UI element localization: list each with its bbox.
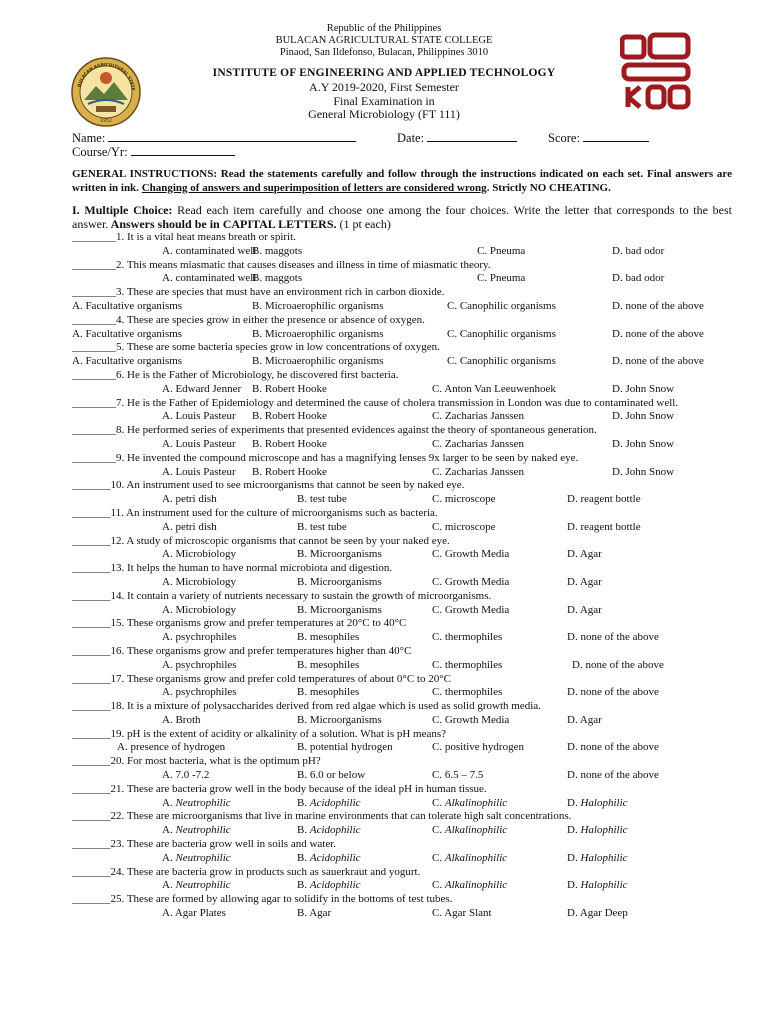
svg-text:BULACAN AGRICULTURAL STATE COL: BULACAN AGRICULTURAL STATE [76, 61, 136, 91]
score-field[interactable] [548, 130, 649, 146]
answer-blank[interactable]: ________ [72, 258, 116, 271]
choice-d: D. none of the above [572, 658, 664, 671]
question-stem: _______16. These organisms grow and prefer temperatures higher than 40°C [72, 644, 412, 657]
question-stem: ________1. It is a vital heat means breath or spirit. [72, 231, 296, 243]
choice-c: C. Pneuma [477, 272, 526, 285]
choice-a: A. Louis Pasteur [162, 465, 236, 478]
choice-d: D. Agar Deep [567, 907, 628, 920]
question-item [72, 893, 742, 921]
header-institute: INSTITUTE OF ENGINEERING AND APPLIED TECHNOLOGY [212, 67, 556, 79]
question-number: 5 [116, 341, 122, 354]
choice-b: B. 6.0 or below [297, 769, 366, 782]
choice-d: D. John Snow [612, 465, 675, 478]
question-text: He invented the compound microscope and has a magnifying lenses 9x larger to be seen by naked eye. [127, 451, 579, 464]
choice-c: C. Alkalinophilic [432, 796, 508, 809]
choice-c: C. microscope [432, 493, 496, 506]
choice-d: D. none of the above [567, 686, 659, 699]
choice-b: B. Acidophilic [297, 796, 361, 809]
answer-blank[interactable]: ________ [72, 451, 116, 464]
choice-d: D. Agar [567, 603, 602, 616]
question-text: He is the Father of Microbiology, he discovered first bacteria. [127, 368, 399, 381]
choice-d: D. Halophilic [567, 851, 628, 864]
choice-b: B. Acidophilic [297, 824, 361, 837]
choice-a: A. Neutrophilic [162, 796, 231, 809]
question-number: 24 [110, 865, 122, 878]
question-item [72, 341, 742, 369]
question-stem: ________8. He performed series of experiments that presented evidences against the theory of spontaneous generation. [72, 424, 597, 437]
date-field[interactable] [397, 130, 517, 146]
choices-row [72, 300, 742, 314]
question-item [72, 259, 742, 287]
question-stem: ________6. He is the Father of Microbiology, he discovered first bacteria. [72, 368, 399, 381]
choice-d: D. Agar [567, 575, 602, 588]
choices-row [72, 383, 742, 397]
college-seal-icon [70, 56, 142, 128]
choice-b: B. Microorganisms [297, 713, 382, 726]
choice-c: C. Growth Media [432, 713, 510, 726]
choice-c: C. thermophiles [432, 686, 503, 699]
choice-b: B. Agar [297, 907, 332, 920]
choice-b: B. Microorganisms [297, 575, 382, 588]
choice-a: A. Louis Pasteur [162, 437, 236, 450]
name-label: Name: [72, 131, 106, 145]
choice-c: C. Zacharias Janssen [432, 437, 524, 450]
question-number: 7 [116, 396, 122, 409]
question-item [72, 755, 742, 783]
question-number: 9 [116, 451, 122, 464]
choice-c: C. Alkalinophilic [432, 824, 508, 837]
choice-a: A. Agar Plates [162, 907, 226, 920]
question-item [72, 838, 742, 866]
question-number: 17 [110, 672, 122, 685]
choice-d: D. John Snow [612, 437, 675, 450]
choices-row [72, 852, 742, 866]
choices-row [72, 797, 742, 811]
answer-blank[interactable]: _______ [72, 479, 111, 492]
question-item [72, 700, 742, 728]
question-stem: _______17. These organisms grow and prefer cold temperatures of about 0°C to 20°C [72, 672, 451, 685]
choices-row [72, 410, 742, 424]
choice-d: D. Halophilic [567, 879, 628, 892]
question-item [72, 866, 742, 894]
question-stem: _______20. For most bacteria, what is the optimum pH? [72, 755, 321, 768]
question-number: 3 [116, 286, 122, 299]
question-item [72, 231, 742, 259]
course-field[interactable] [72, 144, 235, 160]
choices-row [72, 355, 742, 369]
choice-b: B. Robert Hooke [252, 465, 327, 478]
instructions-tail: . Strictly NO CHEATING. [486, 181, 611, 194]
date-label: Date: [397, 131, 425, 145]
date-blank[interactable] [427, 130, 517, 142]
answer-blank[interactable]: _______ [72, 589, 111, 602]
answer-blank[interactable]: _______ [72, 617, 111, 630]
choice-d: D. none of the above [612, 299, 704, 312]
choice-a: A. contaminated well [162, 272, 257, 285]
question-text: These are formed by allowing agar to solidify in the bottoms of test tubes. [126, 893, 453, 906]
instructions-underlined: Changing of answers and superimposition of letters are considered wrong [141, 181, 487, 194]
choice-d: D. Agar [567, 713, 602, 726]
choice-a: A. Microbiology [162, 575, 236, 588]
question-item [72, 369, 742, 397]
question-text: These are species grow in either the presence or absence of oxygen. [126, 313, 425, 326]
question-text: These are microorganisms that live in marine environments that can tolerate high salt concentrations. [126, 810, 572, 823]
question-text: It helps the human to have normal microbiota and digestion. [127, 562, 393, 575]
question-item [72, 673, 742, 701]
question-stem: _______13. It helps the human to have normal microbiota and digestion. [72, 562, 393, 575]
choices-row [72, 824, 742, 838]
choices-row [72, 659, 742, 673]
question-number: 23 [110, 838, 122, 851]
question-number: 21 [110, 782, 122, 795]
choice-b: B. mesophiles [297, 658, 360, 671]
choices-row [72, 741, 742, 755]
choice-c: C. Zacharias Janssen [432, 410, 524, 423]
question-number: 12 [110, 534, 122, 547]
answer-blank[interactable]: _______ [72, 700, 111, 713]
section-points: (1 pt each) [336, 216, 391, 231]
choice-b: B. Robert Hooke [252, 410, 327, 423]
choice-a: A. petri dish [162, 493, 217, 506]
choice-a: A. psychrophiles [162, 658, 237, 671]
choice-c: C. thermophiles [432, 658, 503, 671]
question-number: 11 [110, 506, 122, 519]
choice-d: D. none of the above [612, 327, 704, 340]
answer-blank[interactable]: ________ [72, 424, 116, 437]
question-item [72, 810, 742, 838]
answer-blank[interactable]: _______ [72, 644, 111, 657]
question-number: 14 [110, 589, 122, 602]
question-number: 1 [116, 231, 122, 243]
choice-c: C. Canophilic organisms [447, 327, 556, 340]
choices-row [72, 521, 742, 535]
question-number: 6 [116, 368, 122, 381]
question-text: These organisms grow and prefer cold temperatures of about 0°C to 20°C [126, 672, 451, 685]
choice-c: C. Growth Media [432, 575, 510, 588]
question-text: It is a mixture of polysaccharides derived from red algae which is used as solid growth media. [127, 700, 541, 713]
choices-row [72, 576, 742, 590]
answer-blank[interactable]: _______ [72, 755, 111, 768]
choice-b: B. Acidophilic [297, 879, 361, 892]
question-stem: ________9. He invented the compound microscope and has a magnifying lenses 9x larger to be seen by naked eye. [72, 451, 579, 464]
answer-blank[interactable]: ________ [72, 286, 116, 299]
choice-c: C. Alkalinophilic [432, 851, 508, 864]
answer-blank[interactable]: _______ [72, 506, 111, 519]
general-instructions [72, 168, 732, 195]
question-number: 19 [110, 727, 122, 740]
question-stem: _______15. These organisms grow and prefer temperatures at 20°C to 40°C [72, 617, 407, 630]
question-list [72, 231, 742, 921]
section-text: Read each item carefully and choose one among the four choices. Write the letter that corresponds to the best answer. [72, 203, 732, 231]
question-item [72, 424, 742, 452]
question-stem: _______12. A study of microscopic organisms that cannot be seen by your naked eye. [72, 534, 450, 547]
choice-a: A. Edward Jenner [162, 382, 242, 395]
choice-b: B. test tube [297, 493, 347, 506]
answer-blank[interactable]: ________ [72, 313, 116, 326]
choice-d: D. reagent bottle [567, 493, 641, 506]
answer-blank[interactable]: _______ [72, 562, 111, 575]
choice-d: D. none of the above [567, 631, 659, 644]
section-heading: I. Multiple Choice: [72, 203, 173, 217]
question-number: 13 [110, 562, 122, 575]
question-text: An instrument used for the culture of microorganisms such as bacteria. [126, 506, 438, 519]
question-text: He is the Father of Epidemiology and determined the cause of cholera transmission in London was due to contaminated well. [127, 396, 679, 409]
choice-b: B. mesophiles [297, 631, 360, 644]
institute-logo-icon [620, 31, 692, 111]
question-text: These are bacteria grow well in soils and water. [126, 838, 337, 851]
score-blank[interactable] [583, 130, 649, 142]
choice-b: B. maggots [252, 272, 303, 285]
choice-d: D. Halophilic [567, 796, 628, 809]
choice-b: B. Microorganisms [297, 548, 382, 561]
choice-a: A. Neutrophilic [162, 879, 231, 892]
question-text: It contain a variety of nutrients necessary to sustain the growth of microorganisms. [127, 589, 492, 602]
choice-a: A. Facultative organisms [72, 355, 183, 368]
choice-a: A. petri dish [162, 520, 217, 533]
choices-row [72, 493, 742, 507]
choices-row [72, 245, 742, 259]
choice-a: A. Facultative organisms [72, 327, 183, 340]
choices-row [72, 272, 742, 286]
choice-c: C. positive hydrogen [432, 741, 524, 754]
question-text: This means miasmatic that causes diseases and illness in time of miasmatic theory. [126, 258, 491, 271]
choice-b: B. Microaerophilic organisms [252, 299, 384, 312]
question-number: 10 [110, 479, 122, 492]
choice-c: C. Anton Van Leeuwenhoek [432, 382, 556, 395]
choices-row [72, 879, 742, 893]
choice-a: A. Facultative organisms [72, 299, 183, 312]
question-item [72, 783, 742, 811]
question-text: These are some bacteria species grow in low concentrations of oxygen. [126, 341, 440, 354]
choice-b: B. Robert Hooke [252, 382, 327, 395]
course-label: Course/Yr: [72, 145, 128, 159]
choices-row [72, 328, 742, 342]
question-item [72, 507, 742, 535]
choices-row [72, 686, 742, 700]
choice-d: D. none of the above [567, 769, 659, 782]
choice-a: A. Neutrophilic [162, 824, 231, 837]
choice-c: C. Growth Media [432, 548, 510, 561]
choice-d: D. reagent bottle [567, 520, 641, 533]
choice-d: D. Halophilic [567, 824, 628, 837]
choice-d: D. none of the above [612, 355, 704, 368]
question-number: 16 [110, 644, 122, 657]
choices-row [72, 466, 742, 480]
choice-c: C. Alkalinophilic [432, 879, 508, 892]
question-number: 22 [110, 810, 122, 823]
choice-a: A. Louis Pasteur [162, 410, 236, 423]
question-stem: _______23. These are bacteria grow well in soils and water. [72, 838, 337, 851]
choice-d: D. bad odor [612, 244, 665, 257]
question-number: 25 [110, 893, 122, 906]
answer-blank[interactable]: ________ [72, 341, 116, 354]
question-stem: ________5. These are some bacteria species grow in low concentrations of oxygen. [72, 341, 440, 354]
question-item [72, 452, 742, 480]
choice-d: D. Agar [567, 548, 602, 561]
question-text: For most bacteria, what is the optimum pH? [127, 755, 321, 768]
score-label: Score: [548, 131, 580, 145]
choice-c: C. Growth Media [432, 603, 510, 616]
question-item [72, 535, 742, 563]
question-item [72, 314, 742, 342]
choice-a: A. psychrophiles [162, 686, 237, 699]
question-text: He performed series of experiments that presented evidences against the theory of spontaneous generation. [127, 424, 597, 437]
question-number: 18 [110, 700, 122, 713]
question-stem: _______10. An instrument used to see microorganisms that cannot be seen by naked eye. [72, 479, 465, 492]
choice-d: D. John Snow [612, 382, 675, 395]
choice-b: B. Microaerophilic organisms [252, 327, 384, 340]
choice-c: C. Zacharias Janssen [432, 465, 524, 478]
question-text: These are species that must have an environment rich in carbon dioxide. [126, 286, 445, 299]
question-text: A study of microscopic organisms that cannot be seen by your naked eye. [126, 534, 450, 547]
question-text: It is a vital heat means breath or spirit. [127, 231, 296, 243]
choice-a: A. Microbiology [162, 603, 236, 616]
question-stem: _______24. These are bacteria grow in products such as sauerkraut and yogurt. [72, 865, 421, 878]
answer-blank[interactable]: _______ [72, 727, 111, 740]
header-address: Pinaod, San Ildefonso, Bulacan, Philippines 3010 [279, 47, 489, 58]
answer-blank[interactable]: _______ [72, 672, 111, 685]
choices-row [72, 631, 742, 645]
question-item [72, 286, 742, 314]
answer-blank[interactable]: _______ [72, 782, 111, 795]
question-stem: ________3. These are species that must have an environment rich in carbon dioxide. [72, 286, 445, 299]
question-stem: _______21. These are bacteria grow well in the body because of the ideal pH in human tissue. [72, 782, 487, 795]
question-stem: _______22. These are microorganisms that live in marine environments that can tolerate high salt concentrations. [72, 810, 572, 823]
choices-row [72, 604, 742, 618]
answer-blank[interactable]: _______ [72, 865, 111, 878]
question-text: These organisms grow and prefer temperatures at 20°C to 40°C [126, 617, 407, 630]
choice-b: B. test tube [297, 520, 347, 533]
course-blank[interactable] [131, 144, 235, 156]
answer-blank[interactable]: _______ [72, 534, 111, 547]
answer-blank[interactable]: ________ [72, 231, 116, 243]
choice-b: B. Microaerophilic organisms [252, 355, 384, 368]
answer-blank[interactable]: _______ [72, 838, 111, 851]
section-caps: Answers should be in CAPITAL LETTERS. [108, 216, 337, 231]
choice-b: B. maggots [252, 244, 303, 257]
question-item [72, 562, 742, 590]
choice-b: B. potential hydrogen [297, 741, 393, 754]
question-item [72, 617, 742, 645]
choice-b: B. Robert Hooke [252, 437, 327, 450]
choices-row [72, 548, 742, 562]
question-item [72, 728, 742, 756]
name-blank[interactable] [108, 130, 356, 142]
choice-d: D. John Snow [612, 410, 675, 423]
seal-year: 1952 [100, 119, 112, 124]
choice-c: C. Canophilic organisms [447, 355, 556, 368]
choice-b: B. mesophiles [297, 686, 360, 699]
question-number: 4 [116, 313, 122, 326]
header-exam: Final Examination in [333, 94, 435, 108]
choices-row [72, 769, 742, 783]
choices-row [72, 907, 742, 921]
question-stem: _______11. An instrument used for the culture of microorganisms such as bacteria. [72, 506, 438, 519]
choice-a: A. psychrophiles [162, 631, 237, 644]
question-text: An instrument used to see microorganisms that cannot be seen by naked eye. [126, 479, 465, 492]
choice-c: C. microscope [432, 520, 496, 533]
choice-a: A. 7.0 -7.2 [162, 769, 210, 782]
question-number: 8 [116, 424, 122, 437]
answer-blank[interactable]: ________ [72, 396, 116, 409]
question-text: These are bacteria grow in products such as sauerkraut and yogurt. [126, 865, 421, 878]
choice-d: D. bad odor [612, 272, 665, 285]
question-item [72, 645, 742, 673]
choice-a: A. Neutrophilic [162, 851, 231, 864]
answer-blank[interactable]: ________ [72, 368, 116, 381]
question-stem: _______25. These are formed by allowing agar to solidify in the bottoms of test tubes. [72, 893, 453, 906]
choice-a: A. contaminated well [162, 244, 257, 257]
question-item [72, 397, 742, 425]
choice-c: C. Pneuma [477, 244, 526, 257]
choice-c: C. 6.5 – 7.5 [432, 769, 484, 782]
question-item [72, 590, 742, 618]
question-stem: ________4. These are species grow in either the presence or absence of oxygen. [72, 313, 425, 326]
question-number: 2 [116, 258, 122, 271]
question-text: pH is the extent of acidity or alkalinity of a solution. What is pH means? [127, 727, 447, 740]
header-subject: General Microbiology (FT 111) [308, 107, 460, 121]
question-text: These are bacteria grow well in the body because of the ideal pH in human tissue. [126, 782, 487, 795]
choice-c: C. Agar Slant [432, 907, 492, 920]
header-ay: A.Y 2019-2020, First Semester [309, 80, 459, 94]
choice-d: D. none of the above [567, 741, 659, 754]
question-item [72, 479, 742, 507]
choices-row [72, 714, 742, 728]
header-college: BULACAN AGRICULTURAL STATE COLLEGE [275, 35, 493, 46]
choice-a: A. Microbiology [162, 548, 236, 561]
choice-b: B. Acidophilic [297, 851, 361, 864]
question-stem: ________2. This means miasmatic that causes diseases and illness in time of miasmatic theory. [72, 258, 491, 271]
choice-c: C. thermophiles [432, 631, 503, 644]
question-number: 20 [110, 755, 122, 768]
question-stem: ________7. He is the Father of Epidemiology and determined the cause of cholera transmission in London was due to contaminated well. [72, 396, 679, 409]
section-multiple-choice [72, 204, 732, 231]
choice-c: C. Canophilic organisms [447, 299, 556, 312]
instructions-lead: GENERAL INSTRUCTIONS: Read the statements carefully and follow through the instructions indicated on each set. Final answers are written in ink. [72, 168, 732, 194]
choice-a: A. presence of hydrogen [117, 741, 226, 754]
choice-a: A. Broth [162, 713, 201, 726]
question-stem: _______19. pH is the extent of acidity or alkalinity of a solution. What is pH means? [72, 727, 447, 740]
choices-row [72, 438, 742, 452]
question-stem: _______14. It contain a variety of nutrients necessary to sustain the growth of microorganisms. [72, 589, 492, 602]
question-number: 15 [110, 617, 122, 630]
header-republic: Republic of the Philippines [326, 23, 442, 34]
question-text: These organisms grow and prefer temperatures higher than 40°C [126, 644, 412, 657]
answer-blank[interactable]: _______ [72, 810, 111, 823]
question-stem: _______18. It is a mixture of polysaccharides derived from red algae which is used as solid growth media. [72, 700, 541, 713]
answer-blank[interactable]: _______ [72, 893, 111, 906]
choice-b: B. Microorganisms [297, 603, 382, 616]
